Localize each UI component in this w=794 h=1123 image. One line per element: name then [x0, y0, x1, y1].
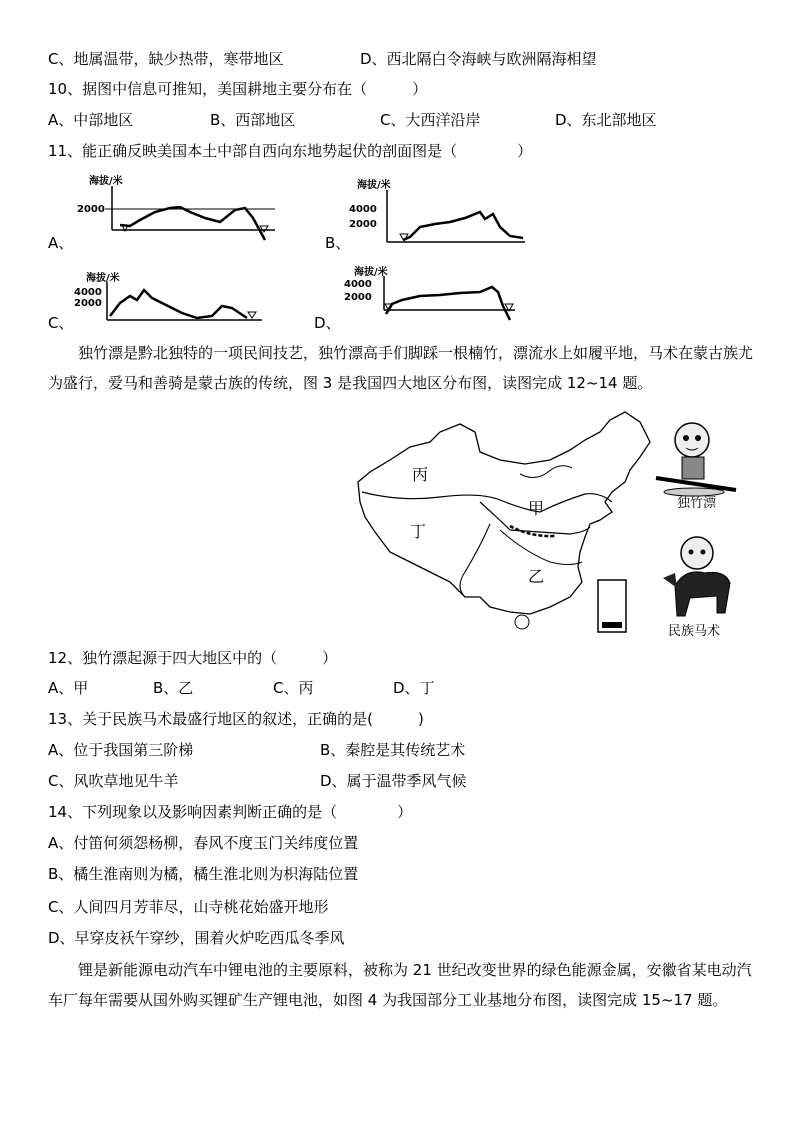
profile-d-label: D、: [314, 314, 341, 332]
profile-b-axis-title: 海拔/米: [357, 180, 391, 191]
passage-lithium: 锂是新能源电动汽车中锂电池的主要原料，被称为 21 世纪改变世界的绿色能源金属，安徽省某电动汽车厂每年需要从国外购买锂矿生产锂电池，如图 4 为我国部分工业基地分布图，读图完成 15~17 题。: [48, 961, 752, 1009]
q12-option-d: D、丁: [393, 679, 435, 697]
q12-option-b: B、乙: [153, 679, 194, 697]
q13-option-b: B、秦腔是其传统艺术: [320, 741, 466, 759]
profile-a-axis-title: 海拔/米: [89, 176, 123, 187]
q12-stem: 12、独竹漂起源于四大地区中的（ ）: [48, 649, 338, 667]
q10-option-b: B、西部地区: [210, 111, 296, 129]
map-region-bing: 丙: [412, 465, 429, 484]
q14-option-c: C、人间四月芳菲尽，山寺桃花始盛开地形: [48, 898, 329, 916]
profile-b-label: B、: [325, 234, 351, 252]
q10-option-d: D、东北部地区: [555, 111, 657, 129]
q10-option-a: A、中部地区: [48, 111, 134, 129]
profile-b-chart: [345, 172, 535, 252]
q13-option-a: A、位于我国第三阶梯: [48, 741, 194, 759]
profile-c-tick-4000: 4000: [74, 287, 102, 298]
map-region-yi: 乙: [528, 567, 545, 586]
horse-riding-caption: 民族马术: [668, 624, 721, 639]
profile-c-label: C、: [48, 314, 74, 332]
profile-a-chart: [75, 170, 285, 250]
q13-option-c: C、风吹草地见牛羊: [48, 772, 179, 790]
q11-stem: 11、能正确反映美国本土中部自西向东地势起伏的剖面图是（ ）: [48, 142, 533, 160]
q14-option-a: A、付笛何须怨杨柳，春风不度玉门关纬度位置: [48, 834, 359, 852]
profile-a-label: A、: [48, 234, 74, 252]
profile-c-axis-title: 海拔/米: [86, 273, 120, 284]
q12-option-c: C、丙: [273, 679, 314, 697]
q9-option-d: D、西北隔白令海峡与欧洲隔海相望: [360, 50, 597, 68]
profile-d-axis-title: 海拔/米: [354, 267, 388, 278]
q12-option-a: A、甲: [48, 679, 89, 697]
profile-c-chart: [72, 268, 272, 330]
passage-dubamboo: 独竹漂是黔北独特的一项民间技艺，独竹漂高手们脚踩一根楠竹，漂流水上如履平地，马术在蒙古族尤为盛行，爱马和善骑是蒙古族的传统，图 3 是我国四大地区分布图，读图完成 12~14 题。: [48, 344, 754, 392]
profile-d-chart: [340, 262, 530, 332]
profile-c-tick-2000: 2000: [74, 298, 102, 309]
profile-b-tick-2000: 2000: [349, 219, 377, 230]
q14-stem: 14、下列现象以及影响因素判断正确的是（ ）: [48, 803, 413, 821]
profile-b-tick-4000: 4000: [349, 204, 377, 215]
q13-stem: 13、关于民族马术最盛行地区的叙述，正确的是( ): [48, 710, 424, 728]
map-region-ding: 丁: [410, 522, 427, 541]
profile-a-tick: 2000: [77, 204, 105, 215]
profile-d-tick-2000: 2000: [344, 292, 372, 303]
horse-riding-illustration: [655, 528, 740, 623]
q14-option-d: D、早穿皮袄午穿纱，围着火炉吃西瓜冬季风: [48, 929, 345, 947]
q9-option-c: C、地属温带，缺少热带，寒带地区: [48, 50, 284, 68]
map-region-jia: 甲: [528, 499, 545, 518]
q10-stem: 10、据图中信息可推知，美国耕地主要分布在（ ）: [48, 80, 428, 98]
profile-d-tick-4000: 4000: [344, 279, 372, 290]
bamboo-rafting-caption: 独竹漂: [677, 496, 717, 511]
q14-option-b: B、橘生淮南则为橘，橘生淮北则为枳海陆位置: [48, 865, 359, 883]
q13-option-d: D、属于温带季风气候: [320, 772, 467, 790]
q10-option-c: C、大西洋沿岸: [380, 111, 481, 129]
